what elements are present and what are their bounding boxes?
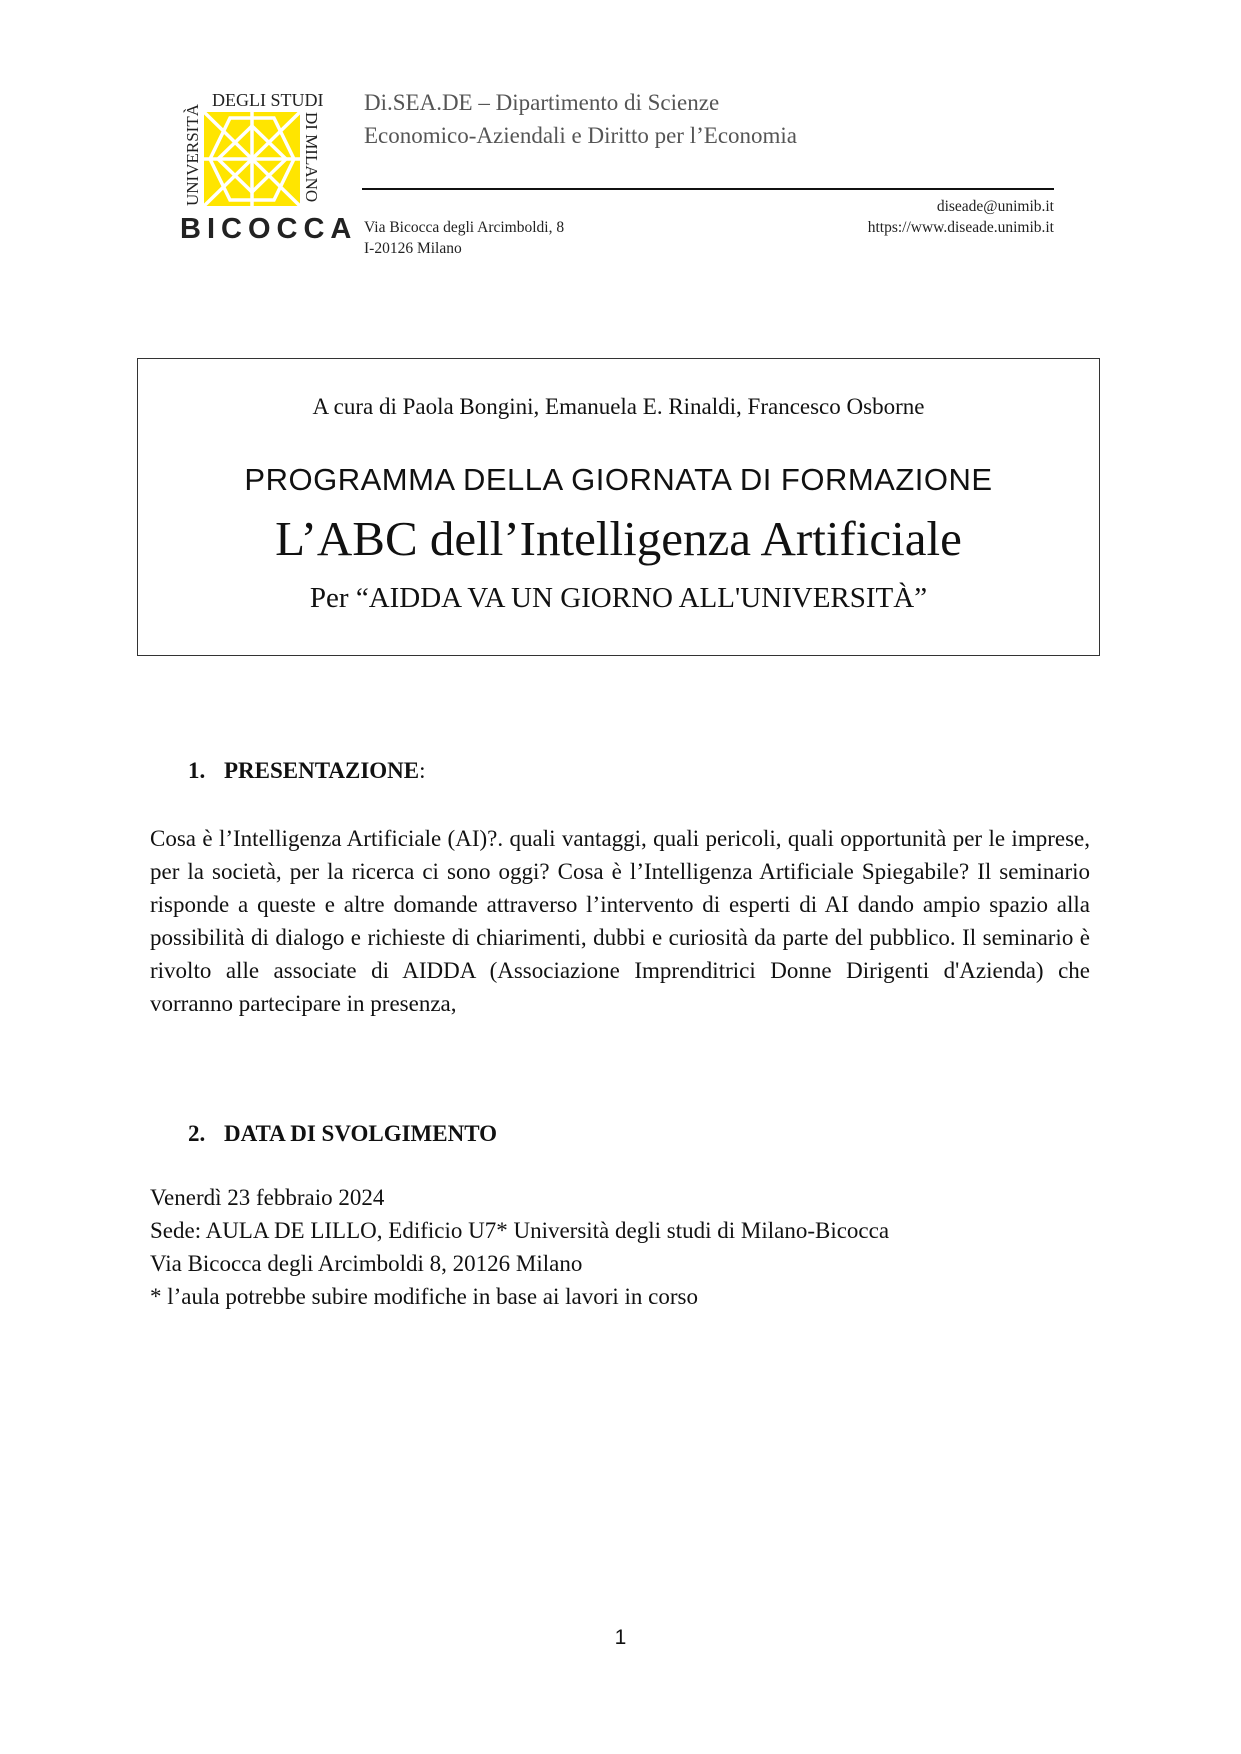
department-name-line2: Economico-Aziendali e Diritto per l’Economia — [364, 123, 798, 148]
university-logo — [180, 88, 358, 245]
logo-emblem — [204, 112, 300, 206]
section-number: 1. — [188, 758, 206, 783]
document-title: L’ABC dell’Intelligenza Artificiale — [275, 511, 962, 566]
event-address: Via Bicocca degli Arcimboldi 8, 20126 Milano — [150, 1251, 583, 1276]
venue-note: * l’aula potrebbe subire modifiche in base ai lavori in corso — [150, 1284, 698, 1309]
section-heading-data — [188, 1121, 497, 1147]
document-subtitle: Per “AIDDA VA UN GIORNO ALL'UNIVERSITÀ” — [309, 582, 928, 614]
address-line2: I-20126 Milano — [364, 240, 462, 257]
section-title-suffix: : — [419, 758, 426, 783]
section-number: 2. — [188, 1121, 206, 1146]
page-number: 1 — [614, 1626, 627, 1649]
program-heading: PROGRAMMA DELLA GIORNATA DI FORMAZIONE — [244, 462, 993, 497]
section-title: PRESENTAZIONE — [224, 758, 420, 783]
presentation-paragraph: Cosa è l’Intelligenza Artificiale (AI)?. quali vantaggi, quali pericoli, quali opportunità per le imprese, per la società, per la ricerca ci sono oggi? Cosa è l’Intelligenza Artificiale Spiegabile? Il seminario risponde a queste e altre domande attraverso l’intervento di esperti di AI dando ampio spazio alla possibilità di dialogo e richieste di chiarimenti, dubbi e curiosità da parte del pubblico. Il seminario è rivolto alle associate di AIDDA (Associazione Imprenditrici Donne Dirigenti d'Azienda) che vorranno partecipare in presenza, — [150, 826, 1090, 1016]
email-address[interactable]: diseade@unimib.it — [936, 198, 1054, 215]
editors-line: A cura di Paola Bongini, Emanuela E. Rinaldi, Francesco Osborne — [312, 394, 925, 419]
website-link[interactable]: https://www.diseade.unimib.it — [867, 219, 1054, 236]
event-date: Venerdì 23 febbraio 2024 — [150, 1185, 385, 1210]
logo-top-text: DEGLI STUDI — [212, 90, 324, 110]
logo-left-text: UNIVERSITÀ — [183, 104, 202, 206]
section-heading-presentazione — [188, 758, 426, 784]
logo-right-text: DI MILANO — [302, 112, 321, 203]
event-venue: Sede: AULA DE LILLO, Edificio U7* Università degli studi di Milano-Bicocca — [150, 1218, 890, 1243]
department-name-line1: Di.SEA.DE – Dipartimento di Scienze — [364, 90, 720, 115]
section-title: DATA DI SVOLGIMENTO — [224, 1121, 498, 1146]
logo-bottom-text: BICOCCA — [180, 213, 358, 245]
address-line1: Via Bicocca degli Arcimboldi, 8 — [364, 219, 565, 236]
header-divider — [362, 188, 1054, 190]
